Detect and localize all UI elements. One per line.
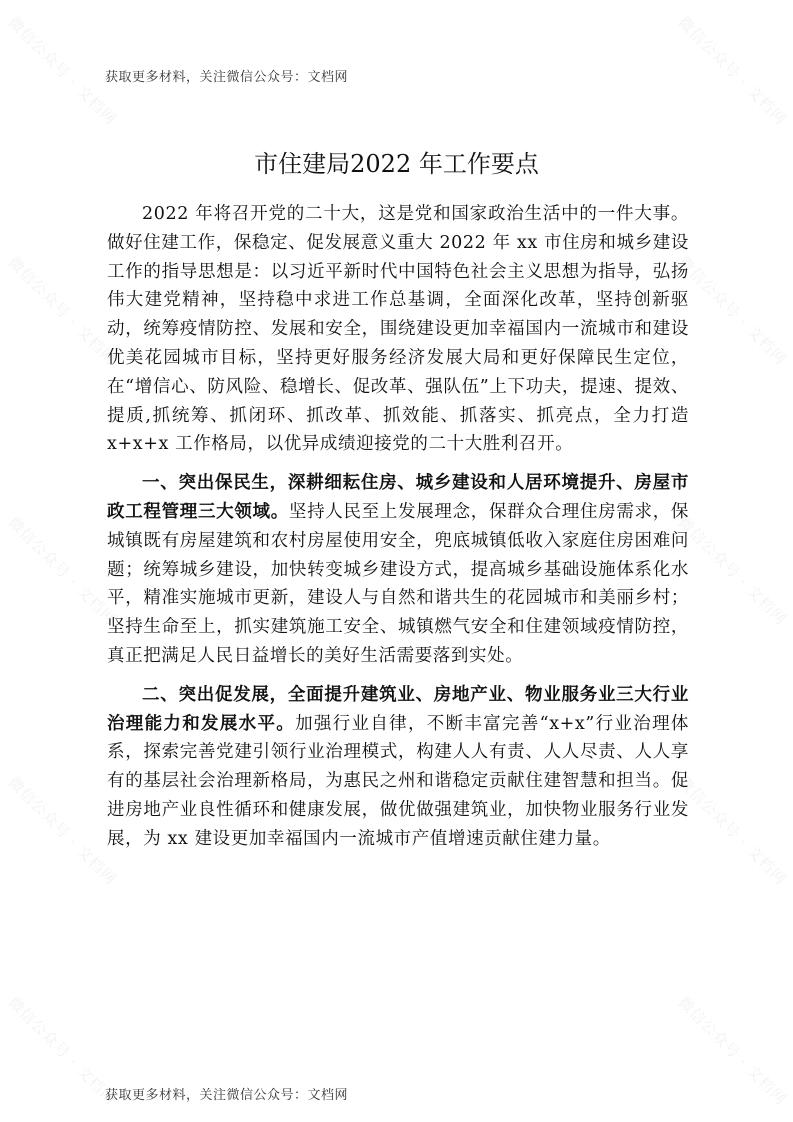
section-heading-1: 一、突出保民生，深耕细耘住房、城乡建设和人居环境提升、房屋市政工程管理三大领域。: [107, 473, 689, 522]
section-heading-2: 二、突出促发展，全面提升建筑业、房地产业、物业服务业三大行业治理能力和发展水平。: [107, 684, 689, 734]
header-note: 获取更多材料，关注微信公众号：文档网: [105, 70, 349, 85]
paragraph-intro: [107, 200, 689, 459]
watermark: 微信公众号 · 文档网: [674, 513, 791, 629]
watermark: 微信公众号 · 文档网: [4, 773, 121, 889]
paragraph-body: 坚持人民至上发展理念，保群众合理住房需求，保城镇既有房屋建筑和农村房屋使用安全，兜底城镇低收入家庭住房困难问题；统筹城乡建设，加快转变城乡建设方式，提高城乡基础设施体系化水平，精准实施城市更新，建设人与自然和谐共生的花园城市和美丽乡村；坚持生命至上，抓实建筑施工安全、城镇燃气安全和住建领域疫情防控，真正把满足人民日益增长的美好生活需要落到实处。: [107, 501, 689, 666]
watermark: 微信公众号 · 文档网: [674, 13, 791, 129]
paragraph-section-1: [107, 469, 689, 671]
watermark: 微信公众号 · 文档网: [4, 513, 121, 629]
paragraph-body: 加强行业自律，不断丰富完善“x+x”行业治理体系，探索完善党建引领行业治理模式，构建人人有责、人人尽责、人人享有的基层社会治理新格局，为惠民之州和谐稳定贡献住建智慧和担当。促进房地产业良性循环和健康发展，做优做强建筑业，加快物业服务行业发展，为 xx 建设更加幸福国内一流城市产值增速贡献住建力量。: [107, 713, 689, 849]
footer-note: 获取更多材料，关注微信公众号：文档网: [105, 1088, 349, 1103]
document-title: 市住建局2022 年工作要点: [254, 150, 539, 178]
document-body: [107, 200, 689, 854]
watermark: 微信公众号 · 文档网: [674, 773, 791, 889]
watermark: 微信公众号 · 文档网: [4, 13, 121, 129]
paragraph-body: 2022 年将召开党的二十大，这是党和国家政治生活中的一件大事。做好住建工作，保稳定、促发展意义重大 2022 年 xx 市住房和城乡建设工作的指导思想是：以习近平新时代中国特色社会主义思想为指导，弘扬伟大建党精神，坚持稳中求进工作总基调，全面深化改革，坚持创新驱动，统筹疫情防控、发展和安全，围绕建设更加幸福国内一流城市和建设优美花园城市目标，坚持更好服务经济发展大局和更好保障民生定位，在“增信心、防风险、稳增长、促改革、强队伍”上下功夫，提速、提效、提质,抓统筹、抓闭环、抓改革、抓效能、抓落实、抓亮点，全力打造 x+x+x 工作格局，以优异成绩迎接党的二十大胜利召开。: [107, 204, 689, 455]
paragraph-section-2: [107, 681, 689, 854]
watermark: 微信公众号 · 文档网: [4, 993, 121, 1109]
watermark: 微信公众号 · 文档网: [674, 253, 791, 369]
watermark: 微信公众号 · 文档网: [674, 993, 791, 1109]
watermark: 微信公众号 · 文档网: [4, 253, 121, 369]
